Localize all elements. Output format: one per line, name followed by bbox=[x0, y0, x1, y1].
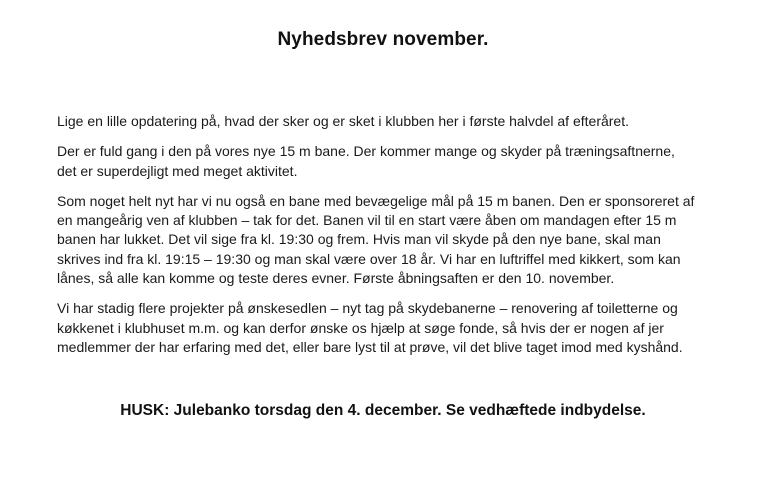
newsletter-body bbox=[57, 112, 697, 357]
paragraph-projekter: Vi har stadig flere projekter på ønskesedlen – nyt tag på skydebanerne – renovering af toiletterne og køkkenet i klubhuset m.m. og kan derfor ønske os hjælp at søge fonde, så hvis der er nogen af jer medlemmer der har erfaring med det, eller bare lyst til at prøve, vil det blive taget imod med kyshånd. bbox=[57, 300, 683, 355]
reminder-note: HUSK: Julebanko torsdag den 4. december. Se vedhæftede indbydelse. bbox=[120, 402, 646, 420]
paragraph-15m-bane: Der er fuld gang i den på vores nye 15 m bane. Der kommer mange og skyder på træningsaftnerne, det er superdejligt med meget aktivitet. bbox=[57, 143, 675, 179]
page-title: Nyhedsbrev november. bbox=[277, 29, 489, 50]
paragraph-bevaegelige-maal: Som noget helt nyt har vi nu også en bane med bevægelige mål på 15 m banen. Den er sponsoreret af en mangeårig ven af klubben – tak for det. Banen vil til en start være åben om mandagen efter 15 m banen har lukket. Det vil sige fra kl. 19:30 og frem. Hvis man vil skyde på den nye bane, skal man skrives ind fra kl. 19:15 – 19:30 og man skal være over 18 år. Vi har en luftriffel med kikkert, som kan lånes, så alle kan komme og teste deres evner. Første åbningsaften er den 10. november. bbox=[57, 192, 695, 287]
paragraph-intro: Lige en lille opdatering på, hvad der sker og er sket i klubben her i første halvdel af efteråret. bbox=[57, 113, 629, 129]
